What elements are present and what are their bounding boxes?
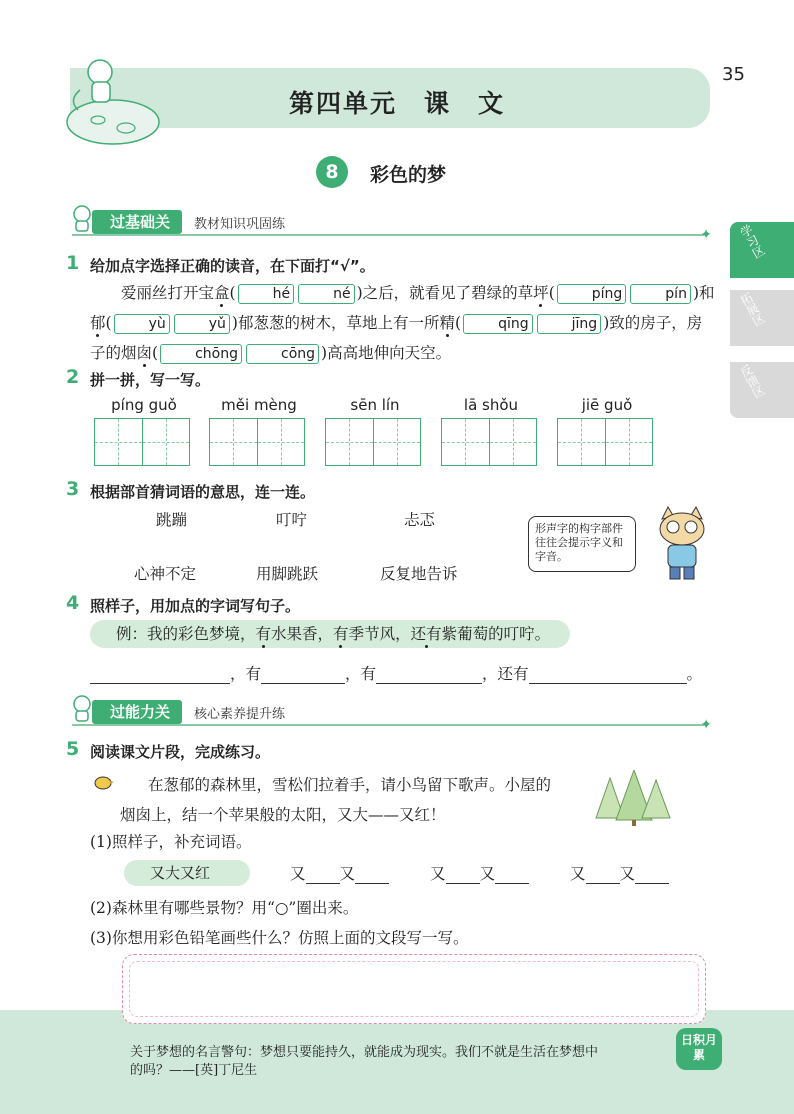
- pinyin-writing-group: [441, 396, 541, 414]
- answer-blank[interactable]: [495, 866, 529, 884]
- example-sentence: 例：我的彩色梦境，有水果香，有季节风，还有紫葡萄的叮咛。: [90, 620, 570, 648]
- pattern-blank-set: 又 又: [290, 862, 389, 884]
- tab-label: 学习区: [736, 222, 767, 261]
- tab-extension-zone[interactable]: [730, 290, 794, 346]
- writing-grid[interactable]: [557, 418, 653, 466]
- pinyin-label: měi mèng: [221, 396, 297, 414]
- question-prompt: 根据部首猜词语的意思，连一连。: [90, 483, 316, 501]
- quote-line: 的吗？——[英]丁尼生: [130, 1063, 258, 1078]
- pinyin-option[interactable]: né: [298, 284, 355, 304]
- reading-passage: [120, 770, 600, 830]
- question-prompt: 照样子，用加点的字词写句子。: [90, 597, 301, 615]
- cat-teacher-illustration: [652, 505, 712, 583]
- answer-blank[interactable]: [529, 666, 687, 684]
- pinyin-option[interactable]: píng: [557, 284, 627, 304]
- star-icon: ✦: [700, 227, 712, 243]
- question-prompt: 给加点字选择正确的读音，在下面打“√”。: [90, 257, 375, 275]
- sub-question: (1)照样子，补充词语。: [90, 833, 252, 851]
- writing-area-inner-border: [129, 961, 699, 1017]
- passage-line: 烟囱上，结一个苹果般的太阳，又大——又红！: [120, 806, 446, 824]
- question-prompt: 阅读课文片段，完成练习。: [90, 743, 271, 761]
- lesson-title: 彩色的梦: [370, 164, 447, 186]
- tab-study-zone[interactable]: [730, 222, 794, 278]
- pinyin-writing-group: [557, 396, 657, 414]
- pattern-blank-set: 又 又: [570, 862, 669, 884]
- tab-feedback-zone[interactable]: [730, 362, 794, 418]
- writing-grid[interactable]: [441, 418, 537, 466]
- star-icon: ✦: [700, 717, 712, 733]
- q1-passage: 爱丽丝打开宝盒( hé né )之后，就看见了碧绿的草坪( píng pín )和郁( yù yǔ )郁葱葱的树木，草地上有一所精( qīng jīng )致的房子，房子的烟囱( chōng cōng )高高地伸向天空。: [90, 284, 715, 362]
- section-divider: [72, 724, 704, 726]
- match-meaning-bottom[interactable]: 反复地告诉: [380, 565, 458, 583]
- match-word-top[interactable]: 跳蹦: [156, 511, 188, 529]
- bird-icon: [92, 772, 114, 792]
- pinyin-option[interactable]: yǔ: [174, 314, 230, 334]
- question-number: 3: [66, 478, 80, 500]
- question-number: 1: [66, 252, 80, 274]
- sub-question: (3)你想用彩色铅笔画些什么？仿照上面的文段写一写。: [90, 929, 469, 947]
- writing-area[interactable]: [122, 954, 706, 1024]
- pinyin-option[interactable]: pín: [630, 284, 691, 304]
- pine-trees-illustration: [592, 770, 672, 826]
- section-ability: [72, 700, 712, 733]
- match-meaning-bottom[interactable]: 心神不定: [134, 565, 197, 583]
- daily-accumulation-badge: 日积月累: [676, 1028, 722, 1070]
- answer-blank[interactable]: [376, 666, 482, 684]
- section-basic: [72, 210, 712, 243]
- tab-label: 拓展区: [736, 290, 767, 329]
- sub-question: (2)森林里有哪些景物？用“○”圈出来。: [90, 899, 359, 917]
- match-word-top[interactable]: 叮咛: [276, 511, 308, 529]
- section-tag: 过能力关: [92, 700, 182, 724]
- tab-label: 反馈区: [736, 362, 767, 401]
- pinyin-writing-group: [94, 396, 194, 414]
- lesson-number-badge: 8: [316, 156, 348, 188]
- question-prompt: 拼一拼，写一写。: [90, 371, 211, 389]
- pinyin-label: sēn lín: [350, 396, 400, 414]
- pinyin-option[interactable]: chōng: [160, 344, 242, 364]
- answer-blank[interactable]: [586, 866, 620, 884]
- answer-blank[interactable]: [446, 866, 480, 884]
- match-meaning-bottom[interactable]: 用脚跳跃: [256, 565, 319, 583]
- writing-grid[interactable]: [209, 418, 305, 466]
- pinyin-option[interactable]: qīng: [463, 314, 533, 334]
- pinyin-option[interactable]: yù: [114, 314, 170, 334]
- pinyin-label: jiē guǒ: [581, 396, 633, 414]
- hint-bubble: 形声字的构字部件往往会提示字义和字音。: [528, 516, 636, 572]
- pinyin-option[interactable]: hé: [238, 284, 295, 304]
- question-number: 2: [66, 366, 80, 388]
- writing-grid[interactable]: [325, 418, 421, 466]
- writing-grid[interactable]: [94, 418, 190, 466]
- section-divider: [72, 234, 704, 236]
- answer-blank[interactable]: [635, 866, 669, 884]
- pinyin-option[interactable]: cōng: [246, 344, 319, 364]
- quote-line: 关于梦想的名言警句：梦想只要能持久，就能成为现实。我们不就是生活在梦想中: [130, 1045, 599, 1060]
- pattern-example: 又大又红: [124, 860, 250, 886]
- pinyin-writing-group: [209, 396, 309, 414]
- pinyin-label: lā shǒu: [463, 396, 519, 414]
- section-subtitle: 核心素养提升练: [194, 707, 286, 722]
- answer-blank[interactable]: [261, 666, 345, 684]
- question-number: 5: [66, 738, 80, 760]
- pinyin-label: píng guǒ: [111, 396, 177, 414]
- question-number: 4: [66, 592, 80, 614]
- pattern-blank-set: 又 又: [430, 862, 529, 884]
- answer-blank[interactable]: [90, 666, 230, 684]
- section-tag: 过基础关: [92, 210, 182, 234]
- unit-title: 第四单元 课 文: [288, 89, 505, 118]
- match-word-top[interactable]: 忐忑: [404, 511, 436, 529]
- famous-quote: [130, 1044, 650, 1080]
- page-number: 35: [722, 64, 745, 85]
- passage-line: 在葱郁的森林里，雪松们拉着手，请小鸟留下歌声。小屋的: [148, 776, 552, 794]
- pinyin-option[interactable]: jīng: [537, 314, 602, 334]
- answer-blank[interactable]: [306, 866, 340, 884]
- sentence-fill-line: ，有 ，有 ，还有 。: [90, 662, 702, 684]
- answer-blank[interactable]: [355, 866, 389, 884]
- section-subtitle: 教材知识巩固练: [194, 217, 286, 232]
- pinyin-writing-group: [325, 396, 425, 414]
